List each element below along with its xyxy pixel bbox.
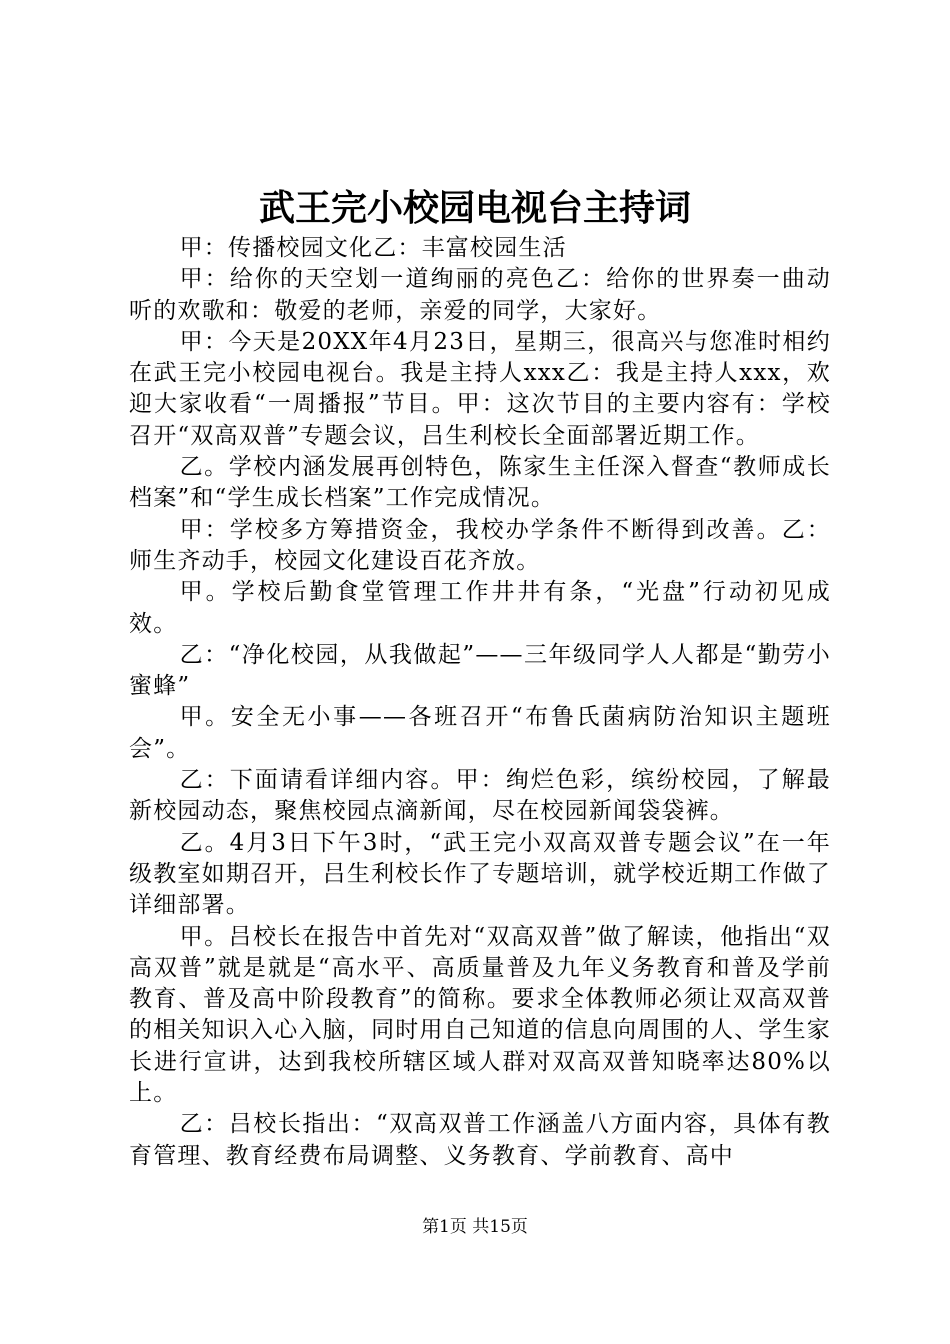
paragraph: 甲。学校后勤食堂管理工作井井有条，“光盘”行动初见成效。: [129, 579, 831, 637]
paragraph: 乙。4月3日下午3时，“武王完小双高双普专题会议”在一年级教室如期召开，吕生利校长作了专题培训，就学校近期工作做了详细部署。: [129, 829, 831, 919]
paragraph: 乙。学校内涵发展再创特色，陈家生主任深入督查“教师成长档案”和“学生成长档案”工作完成情况。: [129, 454, 831, 512]
paragraph: 乙：下面请看详细内容。甲：绚烂色彩，缤纷校园，了解最新校园动态，聚焦校园点滴新闻，尽在校园新闻袋袋裤。: [129, 767, 831, 825]
paragraph: 乙：“净化校园，从我做起”——三年级同学人人都是“勤劳小蜜蜂”: [129, 641, 831, 700]
paragraph: 甲：今天是20XX年4月23日，星期三，很高兴与您准时相约在武王完小校园电视台。我是主持人xxx乙：我是主持人xxx，欢迎大家收看“一周播报”节目。甲：这次节目的主要内容有：学校召开“双高双普”专题会议，吕生利校长全面部署近期工作。: [129, 328, 831, 449]
paragraph: 甲：传播校园文化乙：丰富校园生活: [179, 235, 567, 261]
paragraph: 甲：给你的天空划一道绚丽的亮色乙：给你的世界奏一曲动听的欢歌和：敬爱的老师，亲爱的同学，大家好。: [129, 266, 831, 324]
document-title: 武王完小校园电视台主持词: [258, 187, 691, 229]
paragraph: 甲。吕校长在报告中首先对“双高双普”做了解读，他指出“双高双普”就是就是“高水平、高质量普及九年义务教育和普及学前教育、普及高中阶段教育”的简称。要求全体教师必须让双高双普的相关知识入心入脑，同时用自己知道的信息向周围的人、学生家长进行宣讲，达到我校所辖区域人群对双高双普知晓率达80%以上。: [129, 923, 831, 1107]
document-body: [129, 233, 831, 1172]
paragraph: 甲。安全无小事——各班召开“布鲁氏菌病防治知识主题班会”。: [129, 704, 831, 762]
paragraph: 甲：学校多方筹措资金，我校办学条件不断得到改善。乙：师生齐动手，校园文化建设百花齐放。: [129, 516, 831, 574]
paragraph: 乙：吕校长指出：“双高双普工作涵盖八方面内容，具体有教育管理、教育经费布局调整、义务教育、学前教育、高中: [129, 1111, 831, 1169]
page-number-footer: 第1页 共15页: [422, 1217, 528, 1237]
